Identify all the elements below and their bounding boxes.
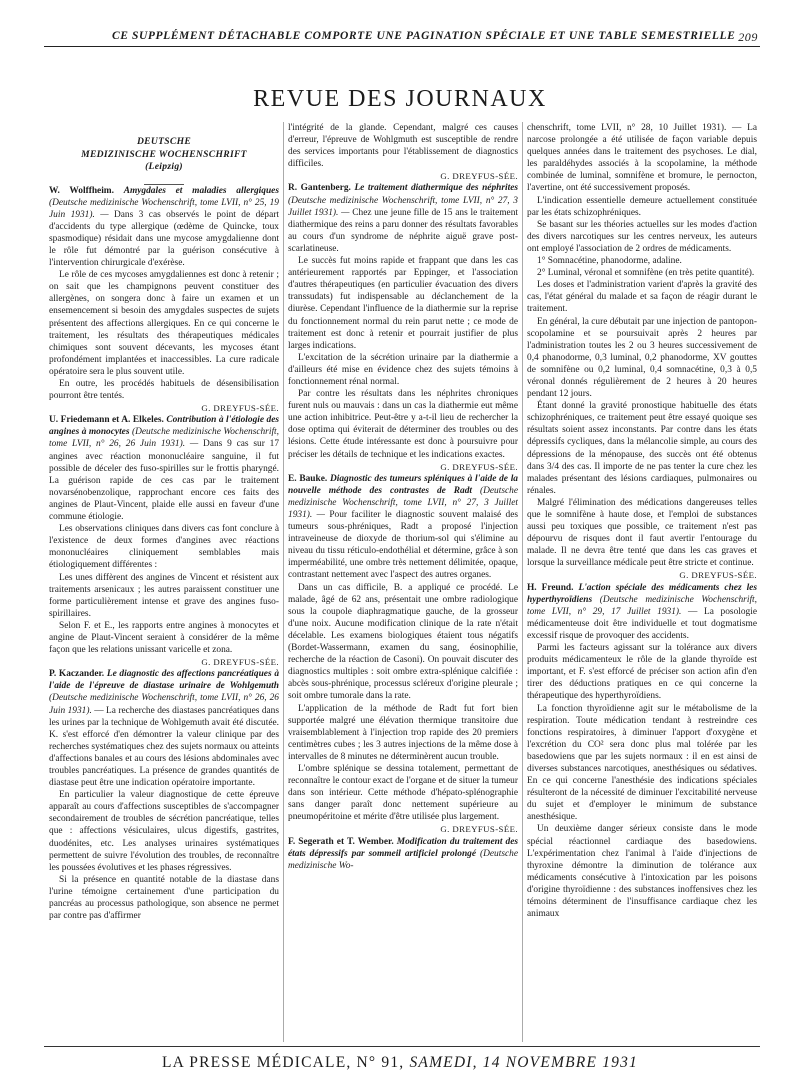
article-title: Le traitement diathermique des néphrites xyxy=(354,183,518,194)
article-signature: G. DREYFUS-SÉE. xyxy=(679,570,757,581)
footer-journal: LA PRESSE MÉDICALE, xyxy=(162,1054,352,1071)
article-authors: F. Segerath et T. Wember. xyxy=(288,836,394,847)
column-divider xyxy=(522,122,523,1042)
article-authors: U. Friedemann et A. Elkeles. xyxy=(49,415,164,426)
footer-rule xyxy=(44,1046,760,1047)
article-header xyxy=(288,473,518,582)
article-paragraph: En outre, les procédés habituels de désensibilisation pourront être tentés. xyxy=(49,379,279,402)
article-title: L'action spéciale des médicaments chez les hyperthyroïdiens xyxy=(527,582,757,605)
footer-date: SAMEDI, 14 NOVEMBRE 1931 xyxy=(409,1054,638,1071)
article-paragraph: Les unes diffèrent des angines de Vincent et résistent aux traitements arsenicaux ; les autres paraissent constituer une forme particulièrement intense et grave des angines fuso-spirillaires. xyxy=(49,572,279,619)
article-reference: (Deutsche medizinische Wochenschrift, tome LVII, n° 29, 17 Juillet 1931). xyxy=(527,594,757,617)
article-paragraph: l'intégrité de la glande. Cependant, malgré ces causes d'erreur, l'épreuve de Wohlgmuth est susceptible de rendre des services importants pour l'établissement de diagnostics difficiles. xyxy=(288,123,518,170)
article-paragraph: Parmi les facteurs agissant sur la tolérance aux divers produits médicamenteux le rôle de la glande thyroïde est important, et F. s'est efforcé de préciser son action afin d'en tirer des déductions pratiques en ce qui concerne la thérapeutique des hyperthyroïdiens. xyxy=(527,643,757,702)
article-paragraph: Se basant sur les théories actuelles sur les modes d'action des divers narcotiques sur les centres nerveux, les auteurs ont employé l'association de 2 ordres de médicaments. xyxy=(527,219,757,254)
article-title: Amygdales et maladies allergiques xyxy=(123,185,279,196)
article-paragraph: Dans un cas difficile, B. a appliqué ce procédé. Le malade, âgé de 62 ans, présentait une ombre radiologique sous la coupole diaphragmatique gauche, de la grosseur d'une noix. Aucune modification clinique de la rate n'était décelable. Les examens biologiques étaient tous négatifs (Bordet-Wassermann, examen du sang, éosinophilie, recherche de la réaction de Casoni). On pouvait discuter des diagnostics multiples : soit ombre extra-splénique calcifiée : abcès sous-phrénique, processus scléreux d'origine pleurale ; soit ombre tumorale dans la rate. xyxy=(288,582,518,702)
article-header xyxy=(49,414,279,523)
article-paragraph: En particulier la valeur diagnostique de cette épreuve apparaît au cours d'affections susceptibles de s'accompagner secondairement de troubles de sécrétion pancréatique, telles que : affections vésiculaires, ulcus digestifs, gastrites, duodénites, etc. Les analyses urinaires systématiques permettent de suivre l'évolution des troubles, de reconnaître les poussées évolutives et les phases régressives. xyxy=(49,790,279,873)
column-3 xyxy=(527,122,757,1042)
article-text: Dans 3 cas observés le point de départ d'accidents du type allergique (œdème de Quincke, toux spasmodique) résidait dans une mycose amygdalienne dont le rôle fut démontré par la guérison consécutive à l'intervention chirurgicale d'exérèse. xyxy=(49,209,279,269)
article-text: Pour faciliter le diagnostic souvent malaisé des tumeurs sous-phréniques, Radt a proposé l'injection intraveineuse de dioxyde de thorium-sol qui s'élimine au niveau du tissu réticulo-endothélial et détermine, grâce à son imperméabilité, une ombre très nettement délimitée, opaque, contrastant nettement avec l'aspect des autres organes. xyxy=(288,510,518,581)
article-paragraph: 1° Somnacétine, phanodorme, adaline. xyxy=(537,256,682,267)
article-paragraph: Par contre les résultats dans les néphrites chroniques furent nuls ou mauvais : dans un cas la diathermie eut même une action inhibitrice. Peut-être y a-t-il lieu de rechercher la dose optima qui éviterait de déterminer des troubles ou des lésions. Cette étude intéressante est donc à poursuivre pour préciser les détails de technique et les indications exactes. xyxy=(288,389,518,460)
article-header xyxy=(49,668,279,789)
article-signature: G. DREYFUS-SÉE. xyxy=(440,461,518,472)
section-heading xyxy=(49,136,279,174)
article-header xyxy=(527,582,757,642)
article-signature: G. DREYFUS-SÉE. xyxy=(440,171,518,182)
article-paragraph: Si la présence en quantité notable de la diastase dans l'urine témoigne certainement d'une participation du pancréas au processus pathologique, son absence ne permet par contre pas d'affirmer xyxy=(49,874,279,922)
article-authors: E. Bauke. xyxy=(288,473,328,484)
article-reference: (Deutsche medizinische Wochenschrift, tome LVII, n° 25, 19 Juin 1931). — xyxy=(49,197,279,220)
page-title: REVUE DES JOURNAUX xyxy=(253,86,547,113)
article-title: Le diagnostic des affections pancréatiques à l'aide de l'épreuve de diastase urinaire de Wohlgemuth xyxy=(49,669,279,692)
article-header xyxy=(49,185,279,270)
footer-issue: N° 91, xyxy=(356,1054,405,1071)
section-heading-line: DEUTSCHE xyxy=(136,136,192,147)
article-signature: G. DREYFUS-SÉE. xyxy=(440,824,518,835)
header-rule xyxy=(44,46,760,47)
article-paragraph: Le succès fut moins rapide et frappant que dans les cas antérieurement rapportés par Eppinger, et l'association d'autres thérapeutiques (en particulier évacuation des divers transsudats) fut indispensable au déclanchement de la diurèse. Cependant l'influence de la diathermie sur la reprise du fonctionnement normal du rein parut nette ; ce mode de traitement est donc à retenir et pourrait justifier de plus larges indications. xyxy=(288,256,518,351)
article-paragraph: Étant donné la gravité pronostique habituelle des états schizophréniques, ce traitement peut être essayé quoique ses résultats soient assez inconstants. Par contre dans les états dépressifs cycliques, dans la mélancolie simple, au cours des dépressions de la ménopause, des succès ont été obtenus dans 3/4 des cas. Il importe de ne pas tenter la cure chez les malades présentant des lésions cardiaques, pulmonaires ou rénales. xyxy=(527,401,757,496)
article-paragraph: Selon F. et E., les rapports entre angines à monocytes et angine de Plaut-Vincent seraient à considérer de la même façon que les relations unissant varicelle et zona. xyxy=(49,620,279,656)
article-title: Contribution à l'étiologie des angines à monocytes xyxy=(49,415,279,438)
article-reference: (Deutsche medizinische Wochenschrift, tome LVII, n° 27, 3 Juillet 1931). — xyxy=(288,485,518,520)
article-text: — La recherche des diastases pancréatiques dans les urines par la technique de Wohlgemuth avait été discutée. K. s'est efforcé d'en démontrer la valeur clinique par des recherches systématiques chez des sujets normaux ou atteints d'affections banales et au cours des lésions abdominales avec troubles pancréatiques. La présence de grandes quantités de diastase peut être une indication opératoire importante. xyxy=(49,705,279,789)
article-text: Dans 9 cas sur 17 angines avec réaction mononucléaire sanguine, il fut possible de déceler des fuso-spirilles sur le frottis pharyngé. La guérison rapide de ces cas par le traitement novarsénobenzolique, rapprochant encore ces faits des angines de Plaut-Vincent, plaide elle aussi en faveur d'une commune étiologie. xyxy=(49,439,279,523)
article-paragraph: L'application de la méthode de Radt fut fort bien supportée malgré une élévation thermique transitoire due vraisemblablement à l'injection trop rapide des 20 premiers centimètres cubes ; les 3 autres injections de la même dose à intervalles de 8 minutes ne déterminèrent aucun trouble. xyxy=(288,703,518,762)
article-paragraph: Le rôle de ces mycoses amygdaliennes est donc à retenir ; on sait que les champignons peuvent constituer des allergènes, on songera donc à faire un examen et un ensemencement si besoin des amygdales suspectes de sujets présentent des affections allergiques. En ce qui concerne le traitement, les résultats des thérapeutiques médicales chimiques sont souvent décevants, les mycoses étant profondément implantées et inaccessibles. La cure radicale opératoire sera le plus souvent utile. xyxy=(49,270,279,377)
article-signature: G. DREYFUS-SÉE. xyxy=(201,403,279,414)
article-header xyxy=(288,836,518,872)
section-heading-line: MEDIZINISCHE WOCHENSCHRIFT xyxy=(81,148,247,160)
article-reference: (Deutsche medizinische Wochenschrift, tome LVII, n° 26, 26 Juin 1931). — xyxy=(49,427,279,450)
article-signature: G. DREYFUS-SÉE. xyxy=(201,657,279,668)
page-number: 209 xyxy=(738,30,758,44)
article-paragraph: chenschrift, tome LVII, n° 28, 10 Juillet 1931). — La narcose prolongée a été utilisée de façon variable depuis quelques années dans le traitement des psychoses. Le dial, les paraldéhydes associés à la scopolamine, la méthode combinée de luminal, somnifène et bromure, le pernocton, l'avertine, ont été successivement proposés. xyxy=(527,123,757,194)
article-paragraph: L'indication essentielle demeure actuellement constituée par les états schizophréniques. xyxy=(527,195,757,218)
article-paragraph: En général, la cure débutait par une injection de pantopon-scopolamine et se poursuivait après 2 heures par l'administration toutes les 2 ou 3 heures successivement de 0,4 phanodorme, 0,3 luminal, 0,2 phanodorme, XV gouttes de somnifène ou 0,2 luminal, 0,4 somnacétine, 0,3 à 0,5 véronal donnés régulièrement de 2 heures à 20 heures pendant 12 jours. xyxy=(527,316,757,400)
column-divider xyxy=(283,122,284,1042)
article-paragraph: Un deuxième danger sérieux consiste dans le mode spécial réactionnel cardiaque des basedowiens. L'expérimentation chez l'animal à l'aide d'injections de thyroxine démontre la diminution de tolérance aux médicaments consécutive à l'intoxication par les poisons d'origine thyroïdienne : des substances inoffensives chez les témoins déterminent de l'insuffisance cardiaque chez les animaux xyxy=(527,824,757,920)
article-title: Diagnostic des tumeurs spléniques à l'aide de la nouvelle méthode des contrastes de Radt xyxy=(288,473,518,496)
article-reference: (Deutsche medizinische Wo- xyxy=(288,848,518,871)
article-paragraph: L'excitation de la sécrétion urinaire par la diathermie a d'ailleurs été mise en évidence chez des sujets témoins à fonctionnement rénal normal. xyxy=(288,352,518,387)
article-authors: W. Wolffheim. xyxy=(49,185,114,196)
article-text: — La posologie médicamenteuse doit être individuelle et tout dogmatisme excessif risque de provoquer des accidents. xyxy=(527,606,757,641)
article-reference: (Deutsche medizinische Wochenschrift, tome LVII, n° 26, 26 Juin 1931). xyxy=(49,693,279,716)
running-title: CE SUPPLÉMENT DÉTACHABLE COMPORTE UNE PAGINATION SPÉCIALE ET UNE TABLE SEMESTRIELLE xyxy=(112,30,736,42)
article-authors: R. Gantenberg. xyxy=(288,183,351,194)
article-paragraph: Malgré l'élimination des médications dangereuses telles que le somnifène à haute dose, et l'emploi de substances aussi peu toxiques que possible, ce traitement n'est pas dépourvu de risques dont il faut avertir l'entourage du malade. Il ne devra être tenté que dans les cas graves et lorsque la surveillance médicale peut être stricte et continue. xyxy=(527,497,757,569)
article-authors: P. Kaczander. xyxy=(49,669,105,680)
article-paragraph: 2° Luminal, véronal et somnifène (en très petite quantité). xyxy=(537,268,755,279)
section-heading-location: (Leipzig) xyxy=(145,161,183,172)
column-2 xyxy=(288,122,518,1042)
column-1 xyxy=(49,122,279,1042)
article-paragraph: Les observations cliniques dans divers cas font conclure à l'existence de deux formes d'angines avec réactions mononucléaires cliniquement semblables mais étiologiquement différentes : xyxy=(49,524,279,571)
article-authors: H. Freund. xyxy=(527,582,574,593)
article-reference: (Deutsche medizinische Wochenschrift, tome LVII, n° 27, 3 Juillet 1931). — xyxy=(288,195,518,218)
article-paragraph: L'ombre splénique se dessina totalement, permettant de reconnaître le contour exact de l'organe et de situer la tumeur dans son intérieur. Cette méthode d'hépato-splénographie sans danger paraît donc nettement supérieure au pneumopéritoine et mérite d'être utilisée plus largement. xyxy=(288,763,518,823)
page-footer xyxy=(0,1054,800,1072)
article-text: Chez une jeune fille de 15 ans le traitement diathermique des reins a paru donner des résultats favorables au cours d'un syndrome de néphrite aiguë grave post-scarlatineuse. xyxy=(288,207,518,254)
article-paragraph: La fonction thyroïdienne agit sur le métabolisme de la respiration. Toute médication tendant à restreindre ces fonctions respiratoires, à diminuer l'apport d'oxygène et l'excrétion du CO² sera donc plus mal tolérée par les basedowiens que par les sujets normaux : il en est ainsi de diverses substances narcotiques, anesthésiques ou sédatives. En ce qui concerne l'anesthésie des indications spéciales résulteront de la nécessité de diminuer l'excitabilité nerveuse du sujet et d'employer le minimum de substance anesthésique. xyxy=(527,703,757,823)
article-header xyxy=(288,182,518,255)
article-paragraph: Les doses et l'administration varient d'après la gravité des cas, l'état général du malade et sa façon de réagir durant le traitement. xyxy=(527,280,757,315)
article-title: Modification du traitement des états dépressifs par sommeil artificiel prolongé xyxy=(288,836,518,859)
